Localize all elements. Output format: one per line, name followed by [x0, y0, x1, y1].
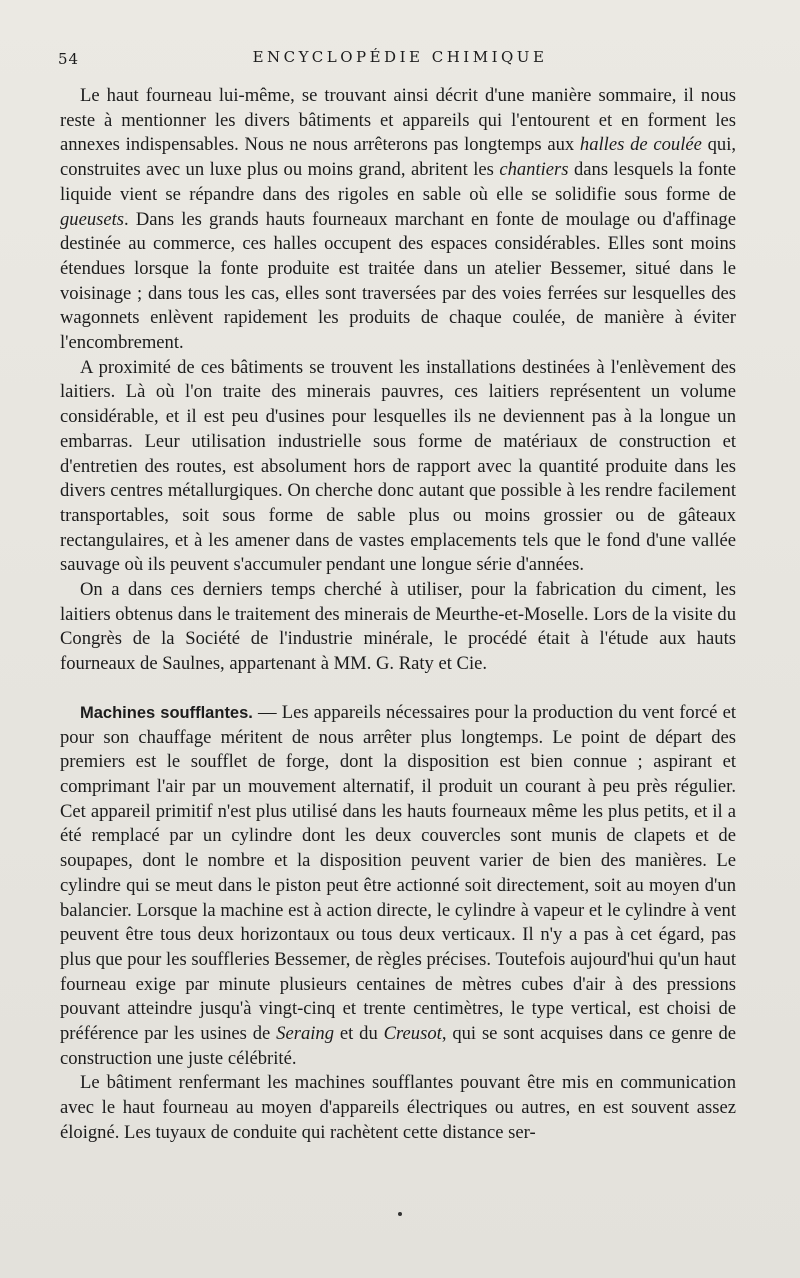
page-header [58, 46, 742, 70]
paragraph-ciment: On a dans ces derniers temps cherché à utiliser, pour la fabrication du ciment, les laitiers obtenus dans le traitement des minerais de Meurthe-et-Moselle. Lors de la visite du Congrès de la Société de l'industrie minérale, le procédé était à l'étude aux hauts fourneaux de Saulnes, appartenant à MM. G. Raty et Cie. [60, 579, 736, 675]
running-head: ENCYCLOPÉDIE CHIMIQUE [252, 48, 548, 66]
paragraph-batiment: Le bâtiment renfermant les machines soufflantes pouvant être mis en communication avec le haut fourneau au moyen d'appareils électriques ou autres, en est souvent assez éloigné. Les tuyaux de conduite qui rachètent cette distance ser- [60, 1072, 736, 1143]
paragraph-halles: Le haut fourneau lui-même, se trouvant ainsi décrit d'une manière sommaire, il nous reste à mentionner les divers bâtiments et appareils qui l'entourent et en forment les annexes indispensables. Nous ne nous arrêterons pas longtemps aux halles de coulée qui, construites avec un luxe plus ou moins grand, abritent les chantiers dans lesquels la fonte liquide vient se répandre dans des rigoles en sable où elle se solidifie sous forme de gueusets. Dans les grands hauts fourneaux marchant en fonte de moulage ou d'affinage destinée au commerce, ces halles occupent des espaces considérables. Elles sont moins étendues lorsque la fonte produite est traitée dans un atelier Bessemer, situé dans le voisinage ; dans tous les cas, elles sont traversées par des voies ferrées sur lesquelles des wagonnets enlèvent rapidement les produits de chaque coulée, de manière à éviter l'encombrement. [60, 85, 737, 354]
paragraph-machines-soufflantes: Machines soufflantes. — Les appareils nécessaires pour la production du vent forcé et pour son chauffage méritent de nous arrêter plus longtemps. Le point de départ des premiers est le soufflet de forge, dont la disposition est bien connue ; aspirant et comprimant l'air par un mouvement alternatif, il produit un courant à peu près régulier. Cet appareil primitif n'est plus utilisé dans les hauts fourneaux même les plus petits, et il a été remplacé par un cylindre dont les deux couvercles sont munis de clapets et de soupapes, dont le nombre et la disposition peuvent varier de bien des manières. Le cylindre qui se meut dans le piston peut être actionné soit directement, soit au moyen d'un balancier. Lorsque la machine est à action directe, le cylindre à vapeur et le cylindre à vent peuvent être tous deux horizontaux ou tous deux verticaux. Il n'y a pas à cet égard, pas plus que pour les souffleries Bessemer, de règles précises. Toutefois aujourd'hui qu'un haut fourneau exige par minute plusieurs centaines de mètres cubes d'air à des pressions pouvant atteindre jusqu'à vingt-cinq et trente centimètres, le type vertical, est choisi de préférence par les usines de Seraing et du Creusot, qui se sont acquises dans ce genre de construction une juste célébrité. [60, 701, 736, 1069]
signature-mark [398, 1212, 402, 1216]
term-creusot: Creusot [383, 1023, 442, 1045]
section-heading: Machines soufflantes. [80, 703, 253, 722]
term-chantiers: chantiers [499, 159, 569, 181]
term-seraing: Seraing [276, 1023, 335, 1045]
term-gueusets: gueusets [60, 208, 125, 230]
body-text [60, 84, 736, 1146]
page-number: 54 [58, 50, 80, 68]
term-halles-de-coulee: halles de coulée [579, 134, 702, 156]
paragraph-laitiers: A proximité de ces bâtiments se trouvent les installations destinées à l'enlèvement des laitiers. Là où l'on traite des minerais pauvres, ces laitiers représentent un volume considérable, et il est peu d'usines pour lesquelles ils ne deviennent pas à la longue un embarras. Leur utilisation industrielle sous forme de matériaux de construction et d'entretien des routes, est absolument hors de rapport avec la quantité produite dans les divers centres métallurgiques. On cherche donc autant que possible à les rendre facilement transportables, soit sous forme de sable plus ou moins grossier ou de gâteaux rectangulaires, et à les amener dans de vastes emplacements tels que le fond d'une vallée sauvage où ils peuvent s'accumuler pendant une longue série d'années. [60, 356, 736, 576]
